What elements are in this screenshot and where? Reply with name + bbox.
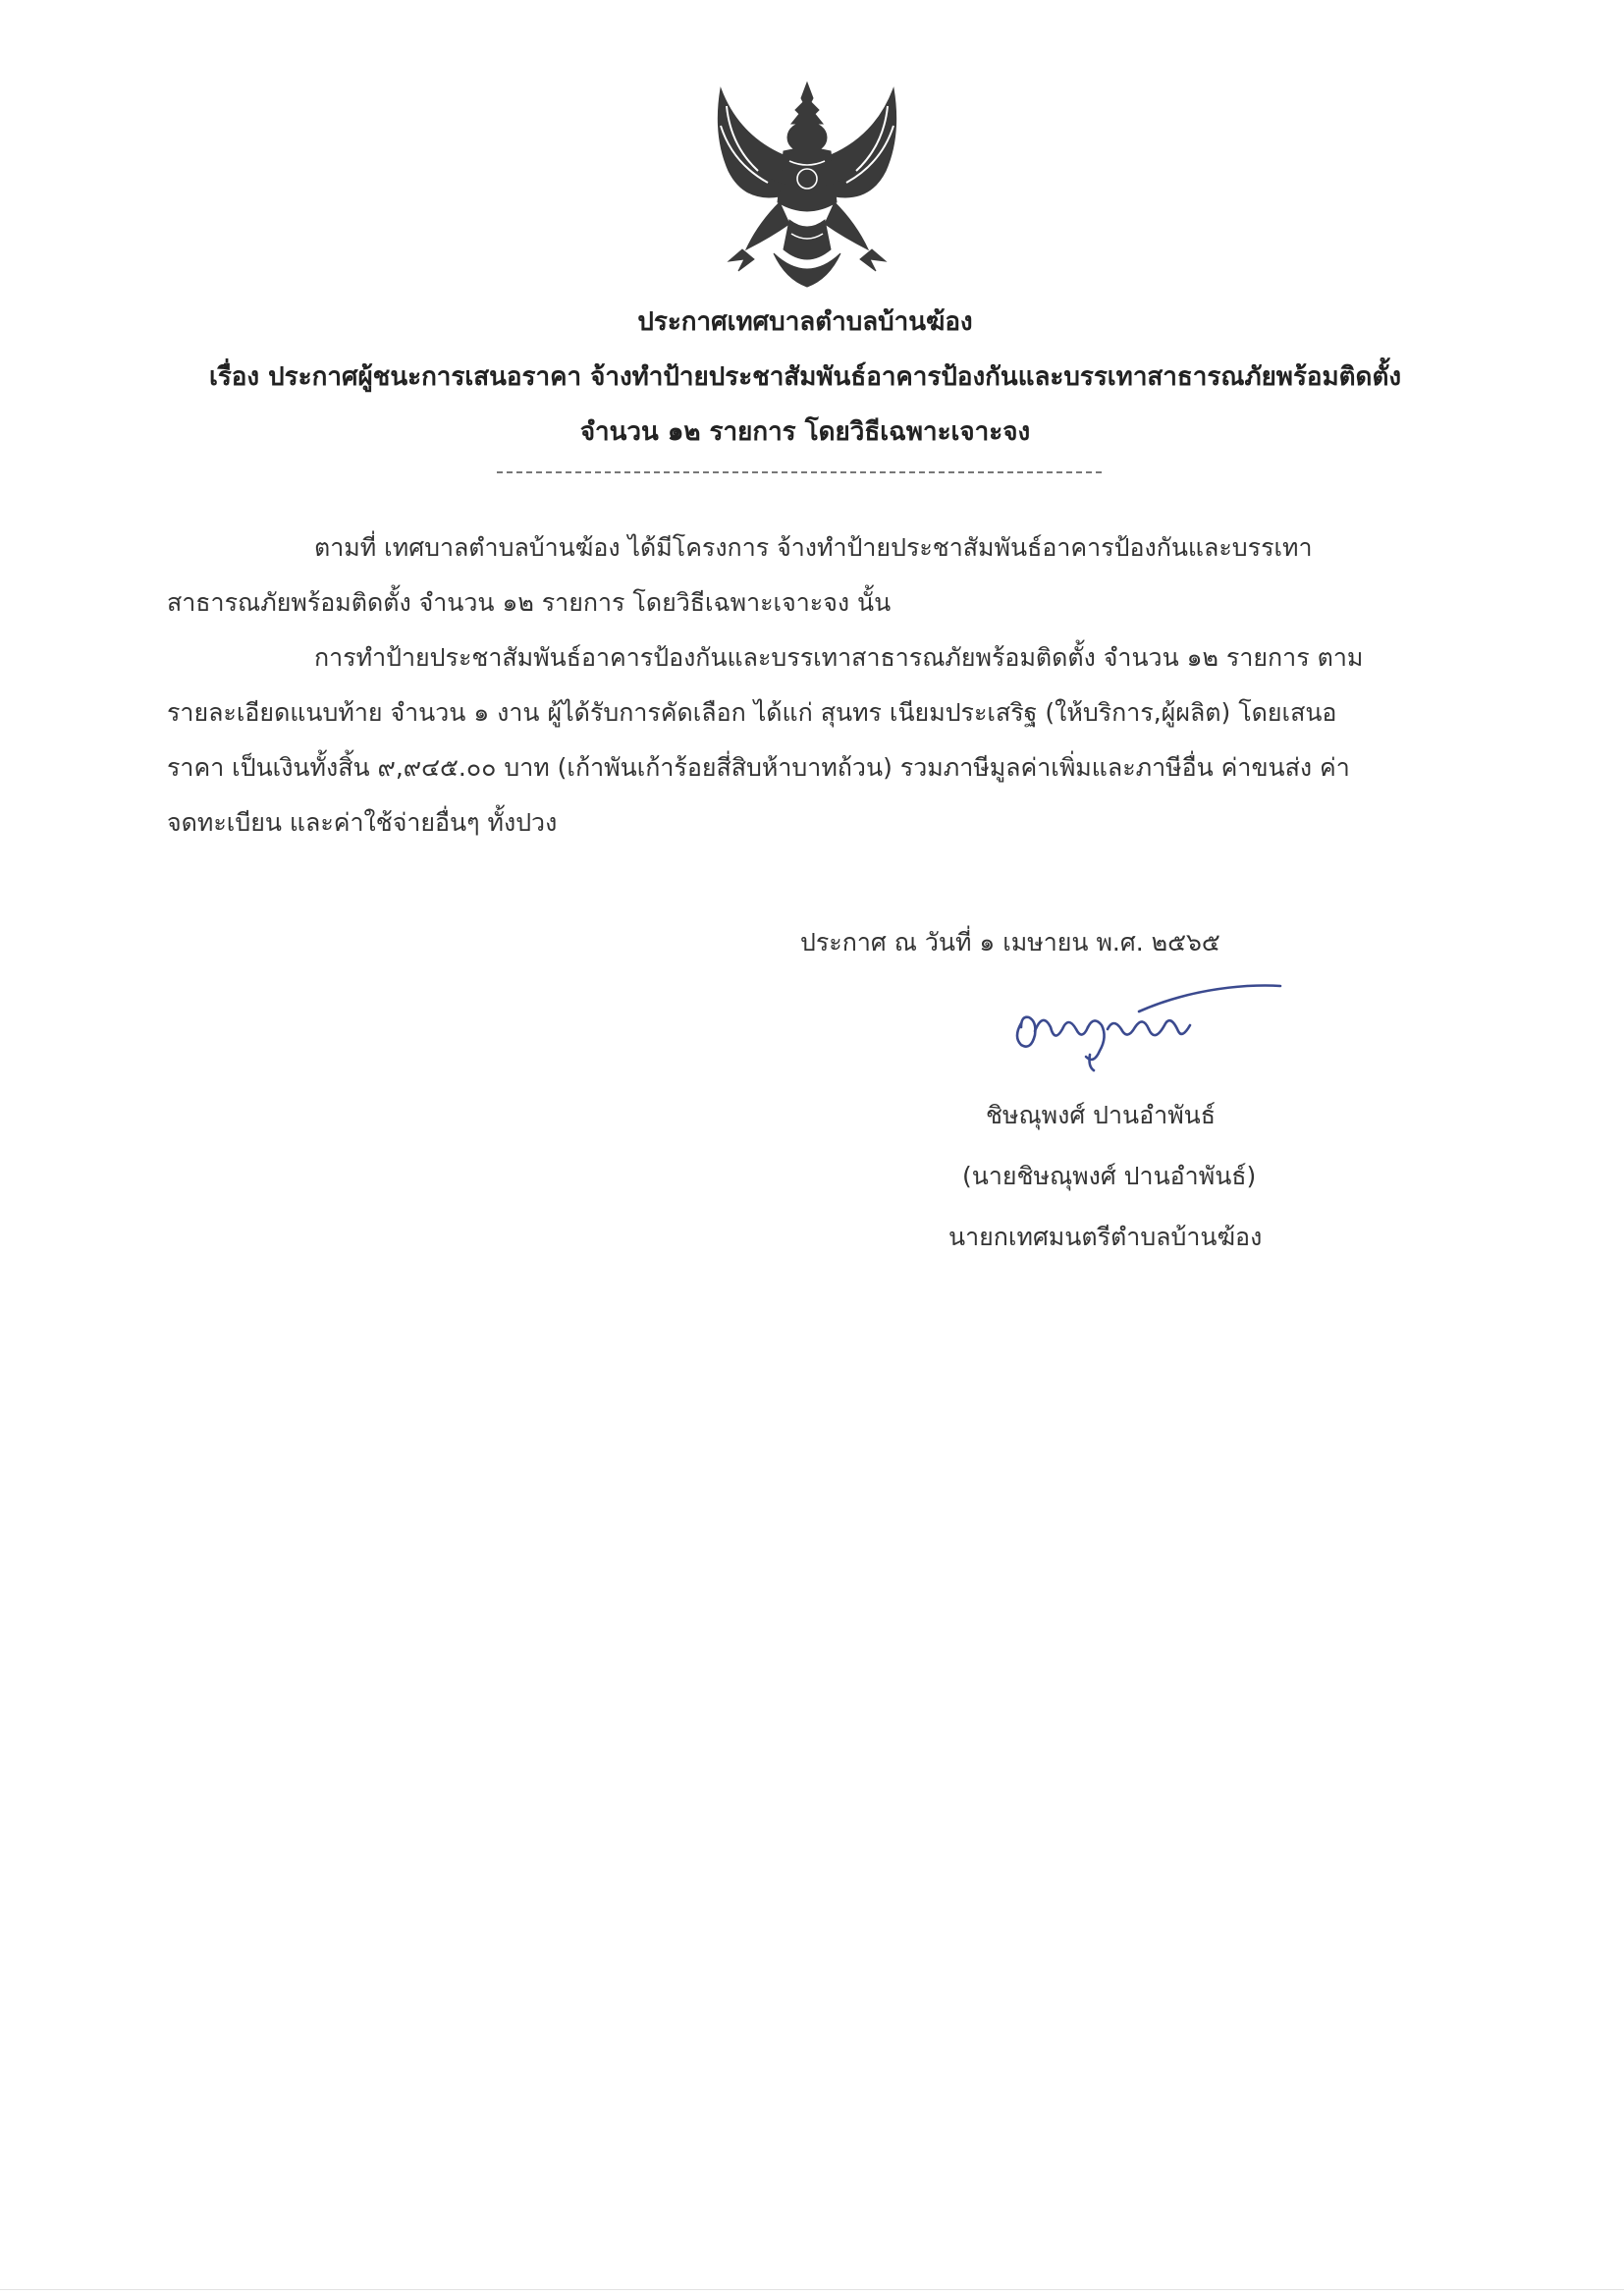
paragraph-2-line-1: การทำป้ายประชาสัมพันธ์อาคารป้องกันและบรรเทาสาธารณภัยพร้อมติดตั้ง จำนวน ๑๒ รายการ ตาม [314, 643, 1364, 672]
document-subject: เรื่อง ประกาศผู้ชนะการเสนอราคา จ้างทำป้ายประชาสัมพันธ์อาคารป้องกันและบรรเทาสาธารณภัยพร้อมติดตั้ง [208, 362, 1402, 392]
signer-name: ชิษณุพงศ์ ปานอำพันธ์ [986, 1101, 1217, 1129]
paragraph-1-line-1: ตามที่ เทศบาลตำบลบ้านฆ้อง ได้มีโครงการ จ้างทำป้ายประชาสัมพันธ์อาคารป้องกันและบรรเทา [314, 533, 1313, 562]
paragraph-2-line-2: รายละเอียดแนบท้าย จำนวน ๑ งาน ผู้ได้รับการคัดเลือก ได้แก่ สุนทร เนียมประเสริฐ (ให้บริการ,ผู้ผลิต) โดยเสนอ [167, 698, 1337, 727]
document-heading: ประกาศเทศบาลตำบลบ้านฆ้อง [637, 307, 973, 337]
announcement-date: ประกาศ ณ วันที่ ๑ เมษายน พ.ศ. ๒๕๖๕ [800, 928, 1220, 957]
garuda-emblem-icon [699, 77, 915, 293]
paragraph-1-line-2: สาธารณภัยพร้อมติดตั้ง จำนวน ๑๒ รายการ โดยวิธีเฉพาะเจาะจง นั้น [167, 588, 892, 617]
header-divider [497, 471, 1102, 473]
signer-position: นายกเทศมนตรีตำบลบ้านฆ้อง [948, 1223, 1263, 1251]
paragraph-2-line-4: จดทะเบียน และค่าใช้จ่ายอื่นๆ ทั้งปวง [167, 808, 558, 837]
document-subject-continued: จำนวน ๑๒ รายการ โดยวิธีเฉพาะเจาะจง [579, 417, 1031, 447]
paragraph-2-line-3: ราคา เป็นเงินทั้งสิ้น ๙,๙๔๕.๐๐ บาท (เก้าพันเก้าร้อยสี่สิบห้าบาทถ้วน) รวมภาษีมูลค่าเพิ่มและภาษีอื่น ค่าขนส่ง ค่า [167, 753, 1350, 782]
page-bottom-edge [0, 2289, 1624, 2290]
handwritten-signature-icon [992, 972, 1286, 1080]
signer-full-name: (นายชิษณุพงศ์ ปานอำพันธ์) [962, 1162, 1257, 1190]
